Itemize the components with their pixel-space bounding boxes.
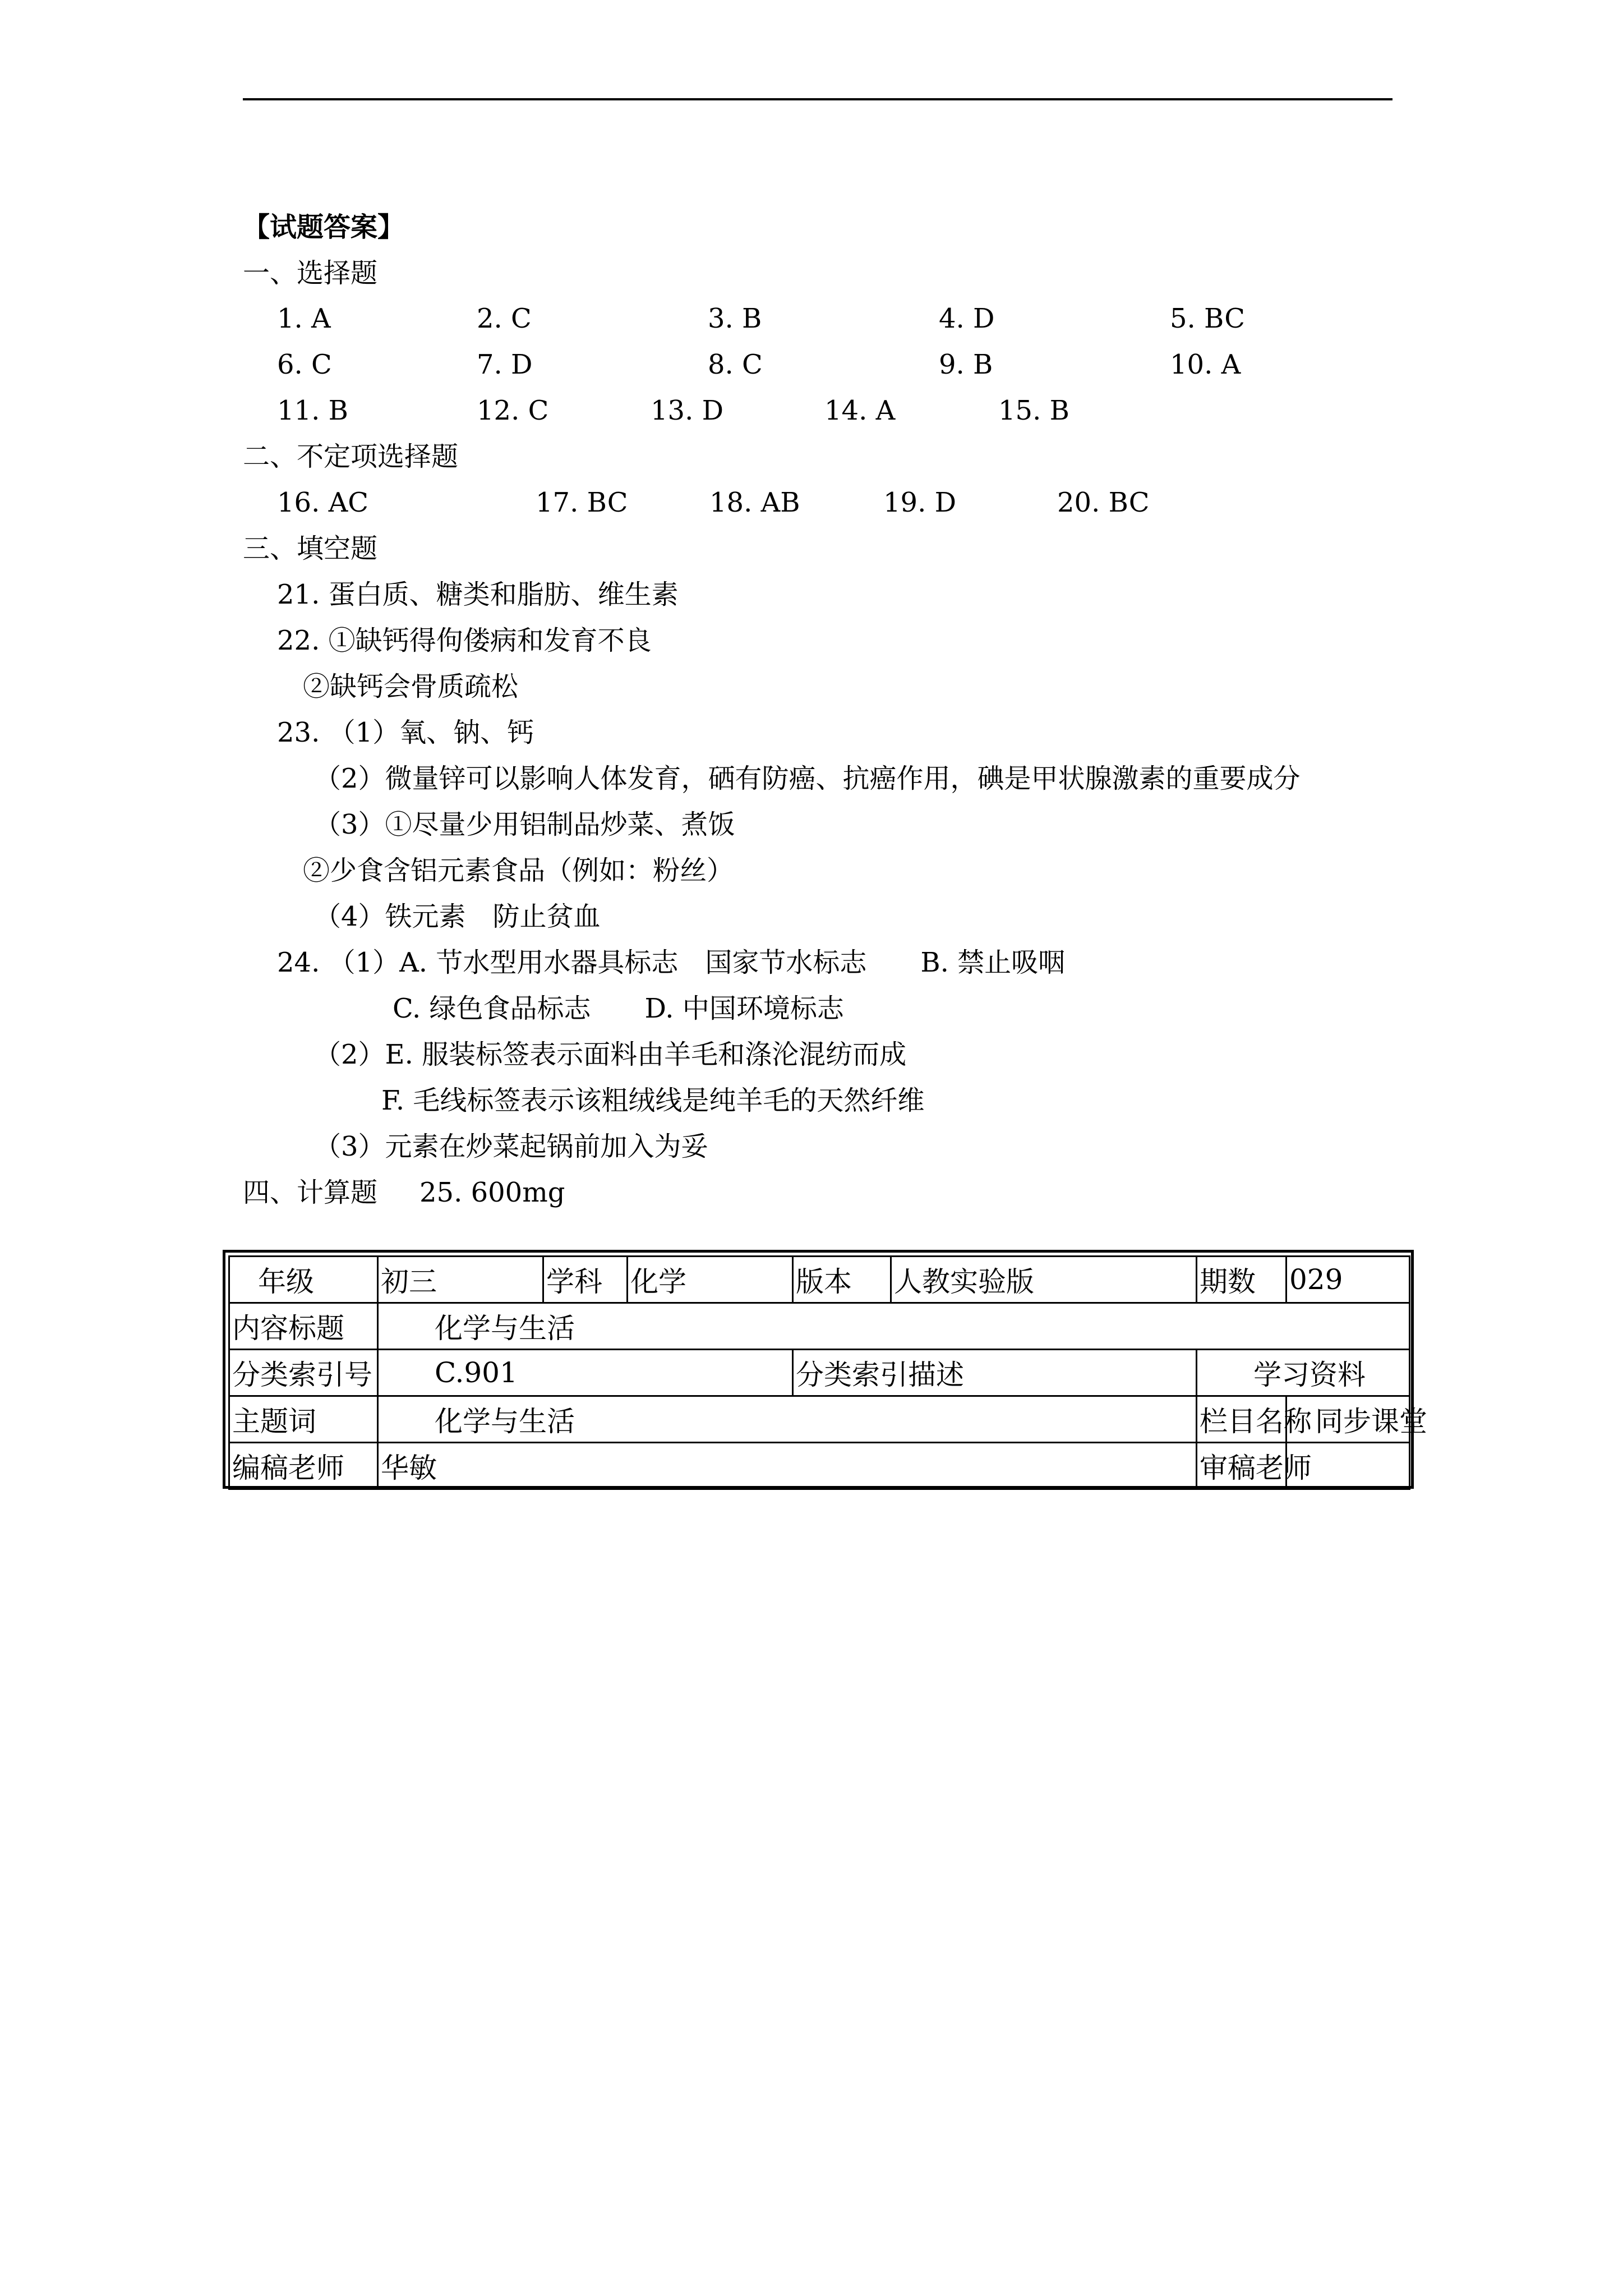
- editor-value: 华敏: [378, 1443, 1197, 1489]
- answer-23-part-3b: ②少食含铝元素食品（例如：粉丝）: [303, 855, 734, 886]
- column-label: 栏目名称: [1197, 1396, 1287, 1443]
- answer-24-part-1: 24. （1）A. 节水型用水器具标志 国家节水标志 B. 禁止吸咽: [277, 947, 1066, 978]
- answer-23-part-1: 23. （1）氧、钠、钙: [277, 717, 534, 748]
- answer-23-part-2: （2）微量锌可以影响人体发育，硒有防癌、抗癌作用，碘是甲状腺激素的重要成分: [314, 763, 1301, 794]
- answer-item: 10. A: [1170, 349, 1241, 380]
- section-fill-blank: 三、填空题: [243, 533, 378, 564]
- answer-item: 14. A: [824, 395, 896, 426]
- answer-item: 12. C: [477, 395, 549, 426]
- answer-25: 25. 600mg: [419, 1177, 565, 1208]
- answer-item: 20. BC: [1057, 487, 1150, 518]
- keyword-value: 化学与生活: [378, 1396, 1197, 1443]
- answer-item: 1. A: [277, 303, 331, 334]
- answer-item: 4. D: [939, 303, 995, 334]
- answer-item: 16. AC: [277, 487, 368, 518]
- answer-item: 6. C: [277, 349, 332, 380]
- grade-label: 年级: [229, 1257, 378, 1303]
- answer-24-part-2b: F. 毛线标签表示该粗绒线是纯羊毛的天然纤维: [381, 1085, 925, 1116]
- keyword-label: 主题词: [229, 1396, 378, 1443]
- answer-item: 11. B: [277, 395, 348, 426]
- answer-item: 18. AB: [709, 487, 800, 518]
- answer-item: 3. B: [708, 303, 762, 334]
- issue-value: 029: [1287, 1257, 1410, 1303]
- reviewer-label: 审稿老师: [1197, 1443, 1287, 1489]
- edition-label: 版本: [793, 1257, 891, 1303]
- answer-item: 13. D: [651, 395, 724, 426]
- answer-22-part-2: ②缺钙会骨质疏松: [303, 671, 519, 702]
- index-desc-value: 学习资料: [1197, 1350, 1410, 1396]
- answer-item: 7. D: [477, 349, 533, 380]
- answers-heading: 【试题答案】: [243, 211, 405, 243]
- grade-value: 初三: [378, 1257, 543, 1303]
- answer-21: 21. 蛋白质、糖类和脂肪、维生素: [277, 579, 679, 610]
- answer-item: 2. C: [477, 303, 532, 334]
- issue-label: 期数: [1197, 1257, 1287, 1303]
- index-desc-label: 分类索引描述: [793, 1350, 1197, 1396]
- section-calculation: 四、计算题: [243, 1177, 378, 1208]
- subject-label: 学科: [543, 1257, 628, 1303]
- column-value: 同步课堂: [1287, 1396, 1410, 1443]
- editor-label: 编稿老师: [229, 1443, 378, 1489]
- answer-item: 9. B: [939, 349, 993, 380]
- answer-item: 5. BC: [1170, 303, 1245, 334]
- index-value: C.901: [378, 1350, 793, 1396]
- content-title-label: 内容标题: [229, 1303, 378, 1350]
- header-rule: [243, 98, 1393, 100]
- document-metadata-table: [223, 1250, 1427, 1489]
- content-title-value: 化学与生活: [378, 1303, 1410, 1350]
- answer-24-part-3: （3）元素在炒菜起锅前加入为妥: [314, 1131, 708, 1162]
- index-label: 分类索引号: [229, 1350, 378, 1396]
- answer-item: 15. B: [998, 395, 1069, 426]
- answer-item: 19. D: [883, 487, 957, 518]
- answer-22-part-1: 22. ①缺钙得佝偻病和发育不良: [277, 625, 652, 656]
- subject-value: 化学: [628, 1257, 793, 1303]
- section-multiple-choice: 一、选择题: [243, 257, 378, 289]
- answer-24-part-2: （2）E. 服装标签表示面料由羊毛和涤沦混纺而成: [314, 1039, 907, 1070]
- answer-item: 8. C: [708, 349, 763, 380]
- answer-24-part-1b: C. 绿色食品标志 D. 中国环境标志: [393, 993, 844, 1024]
- section-indefinite-choice: 二、不定项选择题: [243, 441, 459, 472]
- answer-23-part-3: （3）①尽量少用铝制品炒菜、煮饭: [314, 809, 735, 840]
- answer-23-part-4: （4）铁元素 防止贫血: [314, 901, 601, 932]
- edition-value: 人教实验版: [891, 1257, 1197, 1303]
- answer-item: 17. BC: [536, 487, 628, 518]
